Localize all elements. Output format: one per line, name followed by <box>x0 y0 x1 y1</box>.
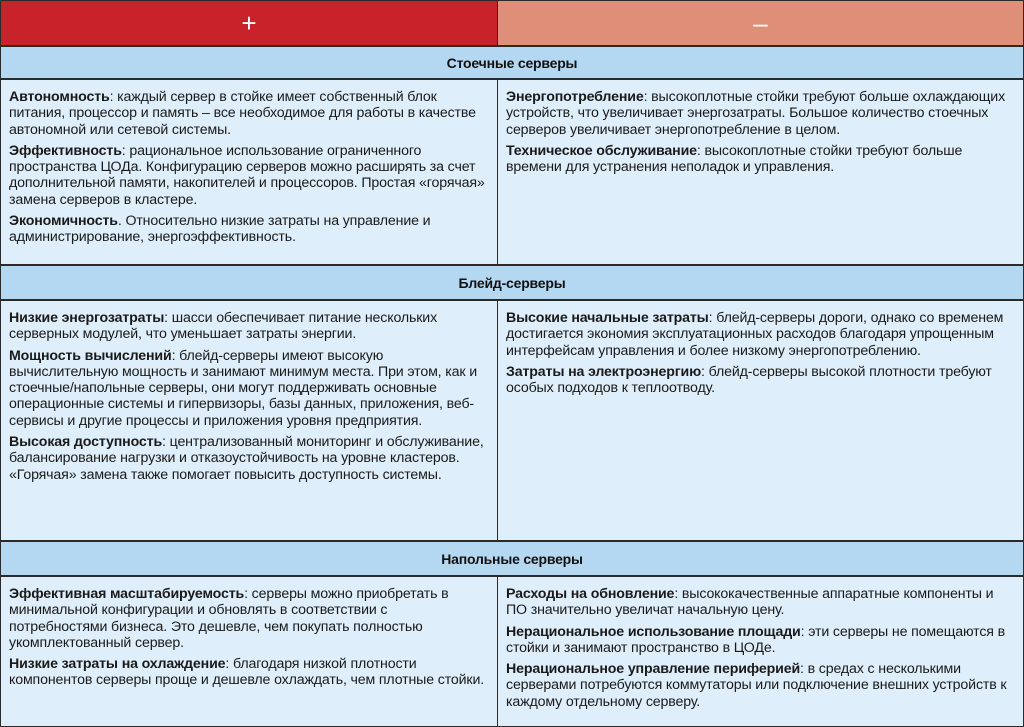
entry-sep: : <box>225 656 233 673</box>
entry-text: благодаря низкой плотности компонентов серверы проще и дешевле охлаждать, чем плотные стойки. <box>9 656 485 689</box>
entry-term: Эффективность <box>9 142 122 159</box>
entry-text: централизованный мониторинг и обслуживание, балансирование нагрузки и отказоустойчивость на уровне кластеров. «Горячая» замена также помогает повысить доступность системы. <box>9 434 484 483</box>
entry-term: Низкие энергозатраты <box>9 310 165 326</box>
entry-term: Высокие начальные затраты <box>506 310 709 326</box>
con-entry <box>506 89 1015 138</box>
entry-text: Относительно низкие затраты на управление и администрирование, энергоэффективность. <box>9 213 431 246</box>
con-entry <box>506 661 1015 710</box>
pro-entry <box>9 143 489 208</box>
entry-term: Эффективная масштабируемость <box>9 586 245 602</box>
pros-cell <box>1 577 498 726</box>
section-row-blade <box>1 301 1023 540</box>
entry-sep: : <box>121 142 130 159</box>
entry-sep: : <box>800 661 808 678</box>
entry-term: Автономность <box>9 89 110 105</box>
pro-entry <box>9 89 489 138</box>
pro-entry <box>9 656 489 689</box>
entry-text: серверы можно приобретать в минимальной конфигурации и обновлять в соответствии с потребностями бизнеса. Это дешевле, чем покупать полностью укомплектованный сервер. <box>9 586 449 651</box>
con-entry <box>506 624 1015 657</box>
con-entry <box>506 364 1015 397</box>
cons-header <box>498 1 1023 45</box>
entry-text: каждый сервер в стойке имеет собственный блок питания, процессор и память – все необходимое для работы в качестве автономной или сетевой системы. <box>9 89 476 138</box>
entry-sep: : <box>800 623 809 640</box>
entry-text: блейд-серверы имеют высокую вычислительную мощность и занимают минимум места. При этом, как и стоечные/напольные серверы, они могут поддерживать основные операционные системы и гипервизоры, базы данных, приложения, веб-сервисы и другие процессы и приложения уровня предприятия. <box>9 347 478 429</box>
entry-text: высокоплотные стойки требуют больше времени для устранения неполадок и управления. <box>506 142 963 176</box>
cons-cell <box>498 301 1023 540</box>
section-row-rack <box>1 80 1023 264</box>
entry-text: в средах с несколькими серверами потребуются коммутаторы или подключение внешних устройств к каждому отдельному серверу. <box>506 661 1007 710</box>
entry-sep: : <box>171 347 180 364</box>
entry-term: Нерациональное управление периферией <box>506 661 801 678</box>
header-row <box>1 1 1023 45</box>
entry-term: Затраты на электроэнергию <box>506 363 702 380</box>
section-header-blade: Блейд-серверы <box>1 264 1023 301</box>
entry-sep: : <box>701 363 709 380</box>
entry-text: высокоплотные стойки требуют больше охлаждающих устройств, что увеличивает энергозатраты. Большое количество стоечных серверов увеличивает энергопотребление в целом. <box>506 89 1006 138</box>
entry-term: Экономичность <box>9 213 118 230</box>
entry-sep: : <box>244 586 252 602</box>
entry-sep: : <box>643 89 652 105</box>
entry-sep: : <box>696 142 705 159</box>
entry-text: блейд-серверы дороги, однако со временем достигается экономия эксплуатационных расходов благодаря упрощенным интерфейсам управления и более низкому энергопотреблению. <box>506 310 1004 359</box>
entry-text: блейд-серверы высокой плотности требуют особых подходов к теплоотводу. <box>506 363 992 397</box>
entry-term: Нерациональное использование площади <box>506 623 801 640</box>
entry-term: Расходы на обновление <box>506 586 675 602</box>
entry-term: Энергопотребление <box>506 89 644 105</box>
entry-term: Мощность вычислений <box>9 347 172 364</box>
entry-sep: : <box>164 310 172 326</box>
entry-sep: . <box>117 213 126 230</box>
pros-header <box>1 1 498 45</box>
pro-entry <box>9 310 489 343</box>
section-row-tower <box>1 577 1023 726</box>
entry-sep: : <box>674 586 682 602</box>
entry-text: рациональное использование ограниченного пространства ЦОДа. Конфигурацию серверов можно расширять за счет дополнительной памяти, накопителей и процессоров. Простая «горячая» замена серверов в кластере. <box>9 142 485 208</box>
cons-cell <box>498 577 1023 726</box>
plus-icon: + <box>241 7 257 38</box>
entry-term: Высокая доступность <box>9 434 163 451</box>
entry-sep: : <box>708 310 717 326</box>
entry-text: высококачественные аппаратные компоненты и ПО значительно увеличат начальную цену. <box>506 586 994 619</box>
entry-text: шасси обеспечивает питание нескольких серверных модулей, что уменьшает затраты энергии. <box>9 310 438 343</box>
entry-sep: : <box>162 434 170 451</box>
section-header-rack: Стоечные серверы <box>1 45 1023 80</box>
con-entry <box>506 586 1015 619</box>
con-entry <box>506 143 1015 176</box>
pro-entry <box>9 213 489 246</box>
entry-term: Низкие затраты на охлаждение <box>9 656 226 673</box>
pros-cell <box>1 80 498 264</box>
pro-entry <box>9 348 489 429</box>
section-header-tower: Напольные серверы <box>1 540 1023 577</box>
entry-text: эти серверы не помещаются в стойки и занимают пространство в ЦОДе. <box>506 623 1006 656</box>
minus-icon: – <box>753 7 768 38</box>
con-entry <box>506 310 1015 359</box>
pro-entry <box>9 434 489 483</box>
pros-cell <box>1 301 498 540</box>
entry-sep: : <box>109 89 118 105</box>
entry-term: Техническое обслуживание <box>506 142 697 159</box>
cons-cell <box>498 80 1023 264</box>
pro-entry <box>9 586 489 651</box>
